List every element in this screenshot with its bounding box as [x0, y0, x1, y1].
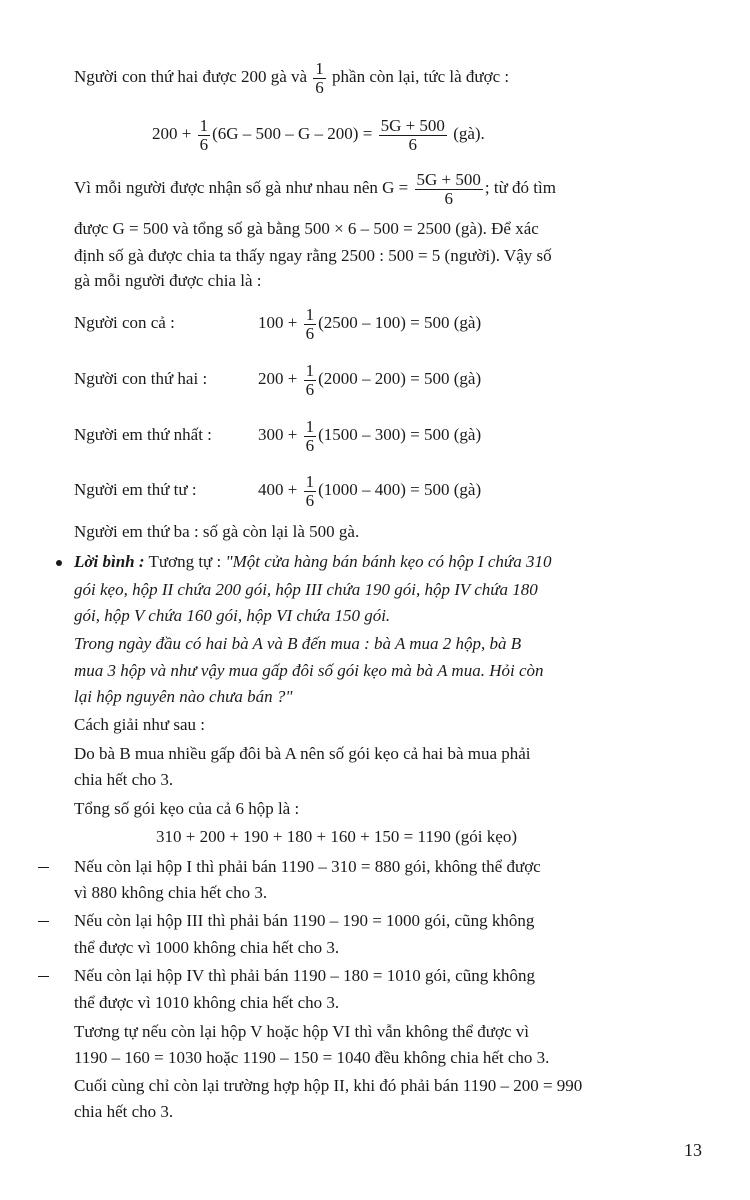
dash-icon: [38, 976, 49, 977]
paragraph-text-end: ; từ đó tìm: [484, 178, 556, 197]
dash-icon: [38, 921, 49, 922]
comment-line-5: mua 3 hộp và như vậy mua gấp đôi số gói kẹo mà bà A mua. Hỏi còn: [74, 661, 544, 680]
comment-line-6: lại hộp nguyên nào chưa bán ?": [74, 687, 293, 706]
share-label: Người em thứ tư :: [74, 480, 197, 499]
comment-quote: "Một cửa hàng bán bánh kẹo có hộp I chứa 310: [225, 552, 552, 571]
share-row: [74, 465, 481, 515]
case-1-line-2: vì 880 không chia hết cho 3.: [74, 883, 268, 902]
share-lhs: 100 +: [258, 313, 298, 332]
solution-p2-line-2: 1190 – 160 = 1030 hoặc 1190 – 150 = 1040 đều không chia hết cho 3.: [74, 1048, 550, 1067]
share-expression: (2500 – 100) = 500 (gà): [318, 313, 482, 332]
comment-text: Tương tự :: [148, 552, 222, 571]
fraction-denominator: 6: [305, 490, 315, 510]
solution-p1-line-1: Do bà B mua nhiều gấp đôi bà A nên số gói kẹo cả hai bà mua phải: [74, 744, 531, 763]
share-label: Người em thứ nhất :: [74, 425, 212, 444]
intro-text-end: phần còn lại, tức là được :: [332, 67, 510, 86]
paragraph-text: Vì mỗi người được nhận số gà như nhau nên G =: [74, 178, 409, 197]
comment-line-2: gói kẹo, hộp II chứa 200 gói, hộp III chứa 190 gói, hộp IV chứa 180: [74, 580, 538, 599]
fraction: [304, 362, 317, 399]
paragraph-1-line-4: gà mỗi người được chia là :: [74, 271, 262, 290]
fraction: [304, 418, 317, 455]
paragraph-1-line-3: định số gà được chia ta thấy ngay rằng 2500 : 500 = 5 (người). Vậy số: [74, 246, 552, 265]
fraction-denominator: 6: [305, 435, 315, 455]
case-3-line-1: Nếu còn lại hộp IV thì phải bán 1190 – 180 = 1010 gói, cũng không: [74, 966, 535, 985]
fraction: [313, 60, 326, 97]
case-3-line-2: thể được vì 1010 không chia hết cho 3.: [74, 993, 340, 1012]
comment-line-1: [74, 551, 551, 573]
share-expression: (2000 – 200) = 500 (gà): [318, 369, 482, 388]
case-1-line-1: Nếu còn lại hộp I thì phải bán 1190 – 310 = 880 gói, không thể được: [74, 857, 541, 876]
fraction-numerator: 1: [305, 304, 315, 324]
solution-intro: Cách giải như sau :: [74, 715, 206, 734]
case-2-line-1: Nếu còn lại hộp III thì phải bán 1190 – 190 = 1000 gói, cũng không: [74, 911, 535, 930]
share-lhs: 400 +: [258, 480, 298, 499]
paragraph-1-line-1: [74, 164, 556, 212]
share-expression: (1000 – 400) = 500 (gà): [318, 480, 482, 499]
solution-p3-line-2: chia hết cho 3.: [74, 1102, 174, 1121]
comment-line-4: Trong ngày đầu có hai bà A và B đến mua : bà A mua 2 hộp, bà B: [74, 634, 522, 653]
fraction-denominator: 6: [444, 188, 453, 208]
share-row: [74, 298, 481, 348]
comment-label: Lời bình :: [74, 552, 145, 571]
fraction-denominator: 6: [305, 323, 315, 343]
fraction-denominator: 6: [199, 134, 209, 154]
fraction-numerator: 1: [305, 360, 315, 380]
fraction: [415, 171, 483, 208]
intro-text: Người con thứ hai được 200 gà và: [74, 67, 308, 86]
paragraph-1-line-2: được G = 500 và tổng số gà bằng 500 × 6 – 500 = 2500 (gà). Để xác: [74, 219, 539, 238]
fraction-numerator: 5G + 500: [416, 169, 481, 189]
fraction-denominator: 6: [408, 134, 417, 154]
solution-total-equation: 310 + 200 + 190 + 180 + 160 + 150 = 1190 (gói kẹo): [156, 827, 517, 846]
fraction-numerator: 1: [305, 416, 315, 436]
share-label: Người con cả :: [74, 313, 175, 332]
fraction: [304, 306, 317, 343]
fraction: [379, 117, 447, 154]
fraction: [198, 117, 211, 154]
solution-total-intro: Tổng số gói kẹo của cả 6 hộp là :: [74, 799, 300, 818]
equation-lhs: 200 +: [152, 124, 192, 143]
share-row: [74, 354, 481, 404]
fraction: [304, 473, 317, 510]
intro-line: [74, 52, 509, 102]
fraction-denominator: 6: [305, 379, 315, 399]
bullet-icon: [56, 560, 62, 566]
fraction-denominator: 6: [315, 77, 324, 97]
share-label: Người con thứ hai :: [74, 369, 208, 388]
solution-p2-line-1: Tương tự nếu còn lại hộp V hoặc hộp VI thì vẫn không thể được vì: [74, 1022, 529, 1041]
comment-line-3: gói, hộp V chứa 160 gói, hộp VI chứa 150 gói.: [74, 606, 391, 625]
fraction-numerator: 1: [305, 471, 315, 491]
fraction-numerator: 1: [315, 58, 324, 78]
case-2-line-2: thể được vì 1000 không chia hết cho 3.: [74, 938, 340, 957]
share-lhs: 300 +: [258, 425, 298, 444]
solution-p3-line-1: Cuối cùng chỉ còn lại trường hợp hộp II, khi đó phải bán 1190 – 200 = 990: [74, 1076, 583, 1095]
share-row: [74, 410, 481, 460]
solution-p1-line-2: chia hết cho 3.: [74, 770, 174, 789]
page-number: 13: [684, 1140, 702, 1160]
share-lhs: 200 +: [258, 369, 298, 388]
fraction-numerator: 1: [199, 115, 209, 135]
equation-expression: (6G – 500 – G – 200) =: [212, 124, 373, 143]
share-expression: (1500 – 300) = 500 (gà): [318, 425, 482, 444]
dash-icon: [38, 867, 49, 868]
third-share-line: Người em thứ ba : số gà còn lại là 500 gà.: [74, 522, 360, 541]
fraction-numerator: 5G + 500: [380, 115, 445, 135]
equation-unit: (gà).: [453, 124, 485, 143]
equation-1: [152, 109, 485, 159]
